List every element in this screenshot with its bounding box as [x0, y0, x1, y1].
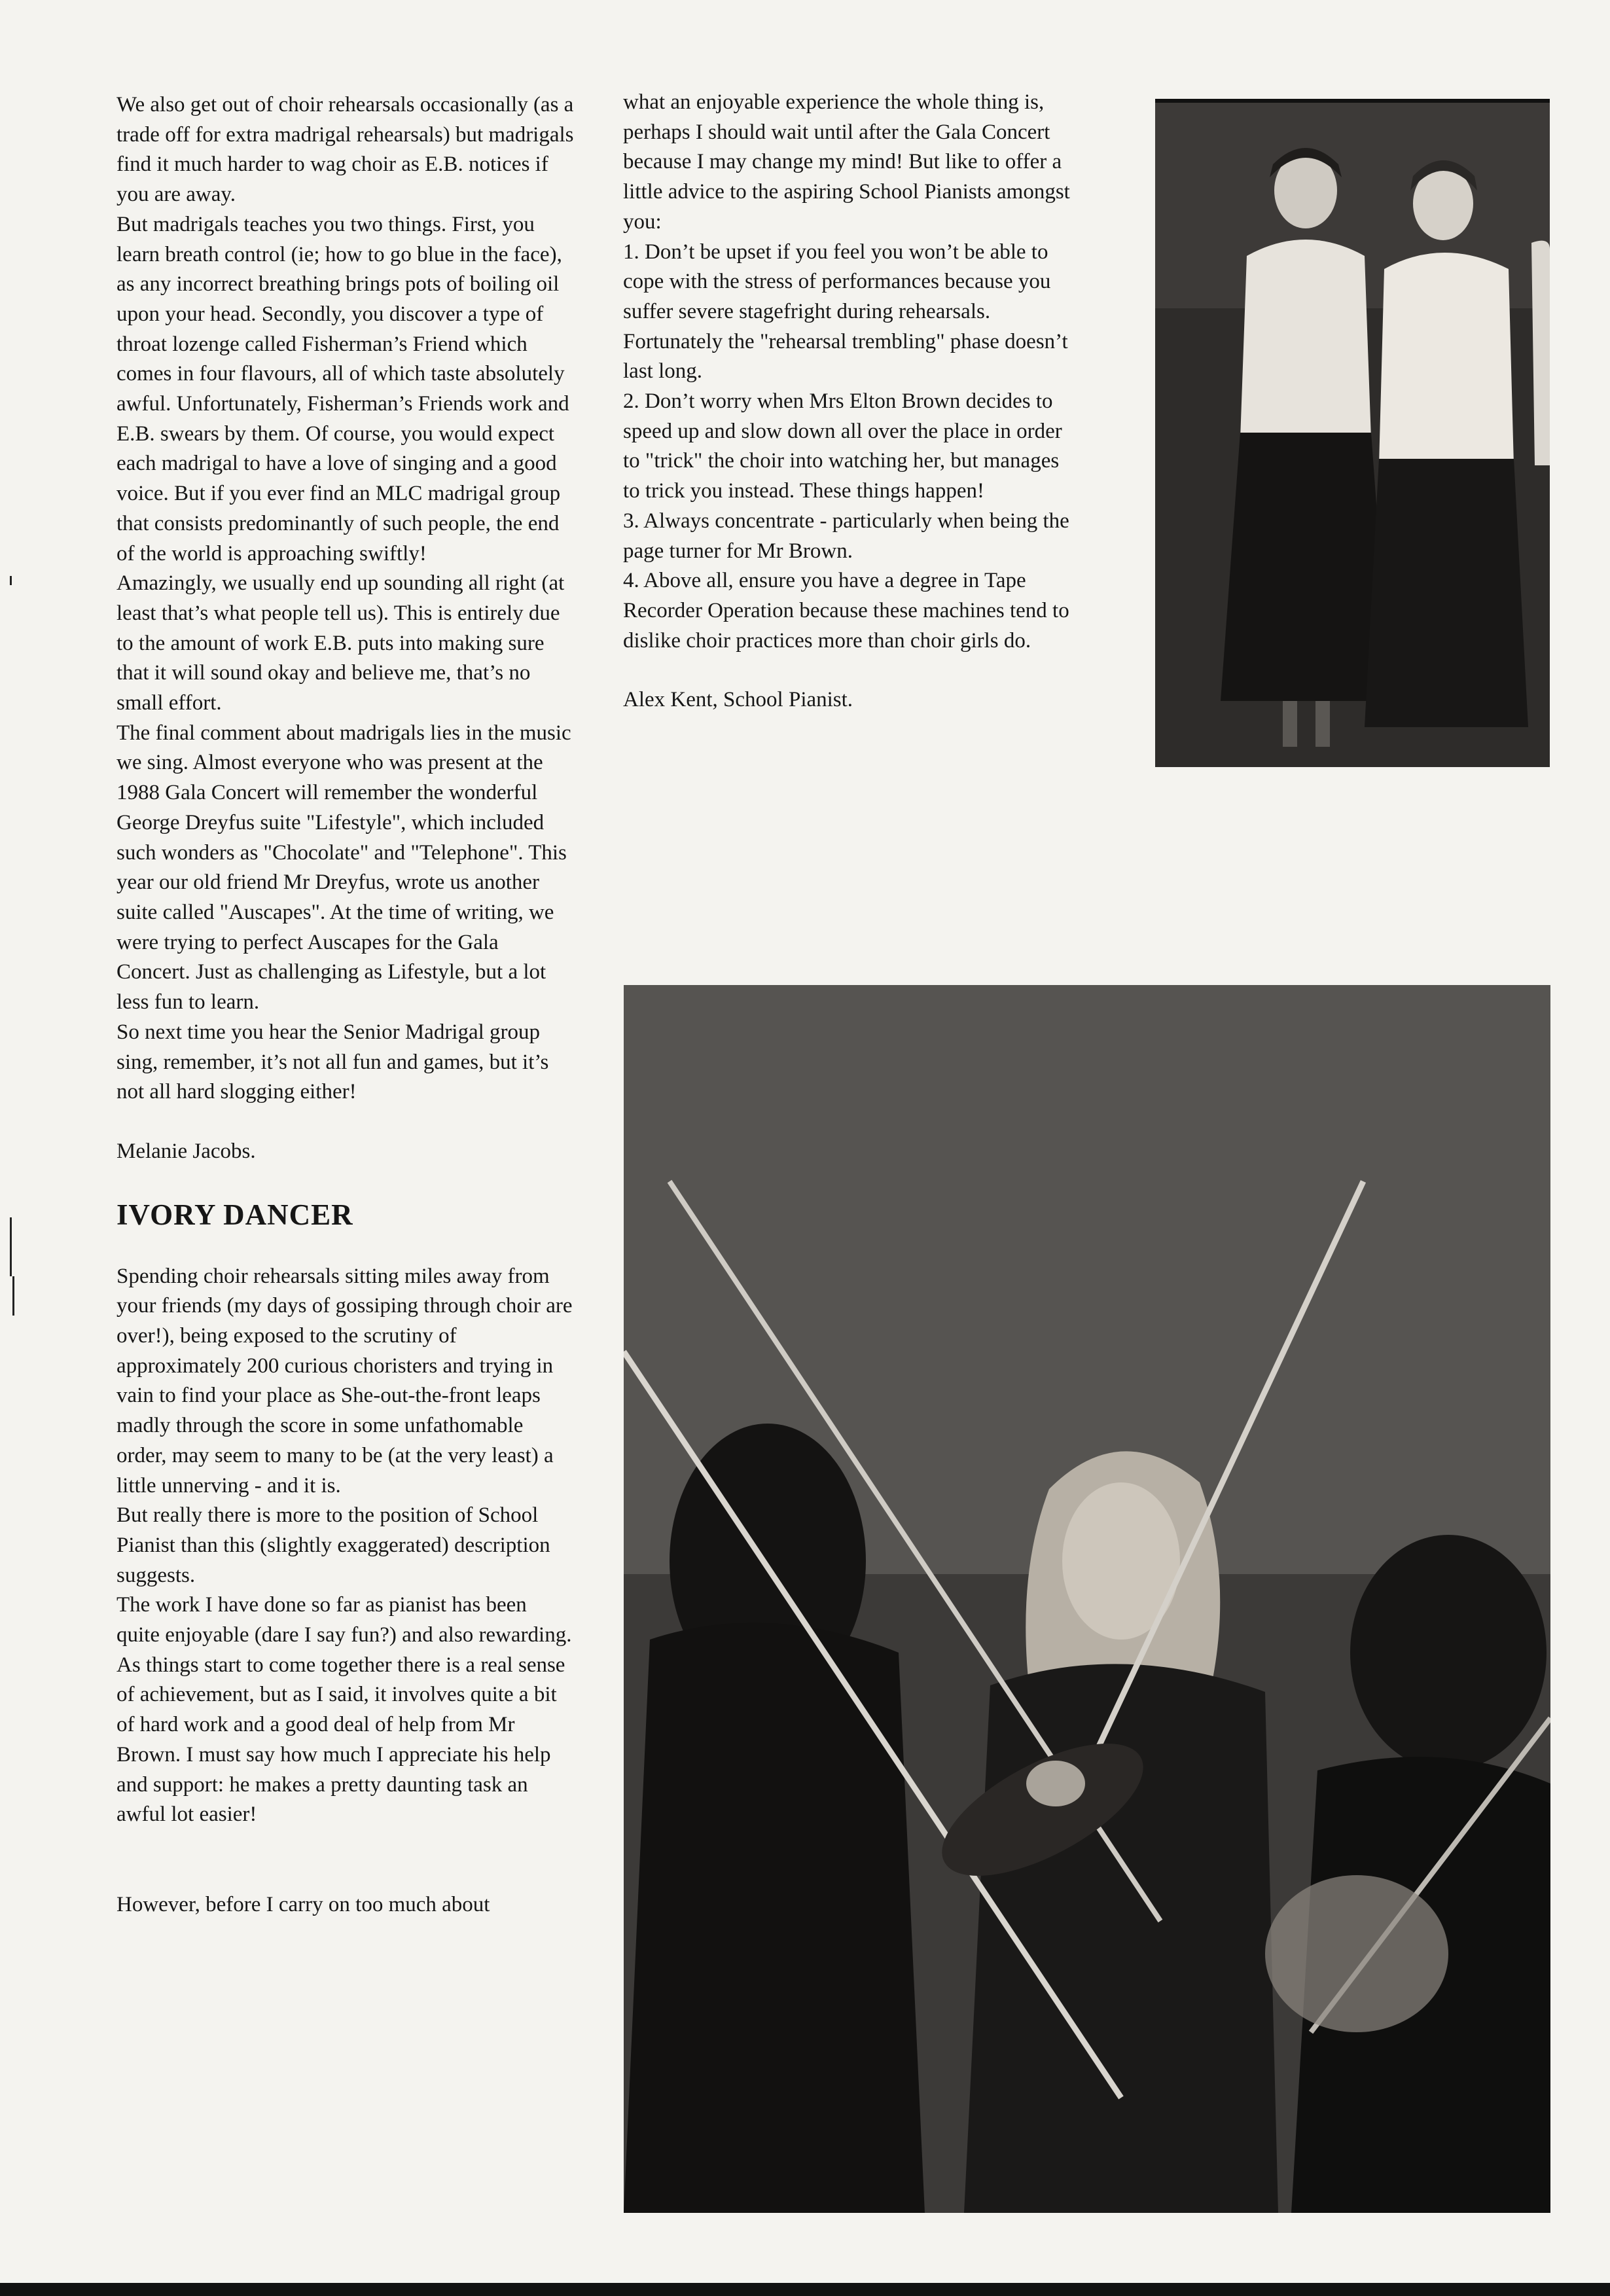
author-signature: Melanie Jacobs.	[116, 1139, 256, 1163]
article-paragraph: We also get out of choir rehearsals occasionally (as a trade off for extra madrigal rehearsals) but madrigals find it much harder to wag choir as E.B. notices if you are away.	[116, 93, 574, 207]
violinist-photo	[624, 985, 1550, 2213]
article-paragraph: So next time you hear the Senior Madrigal group sing, remember, it’s not all fun and games, but it’s not all hard slogging either!	[116, 1020, 549, 1104]
article-paragraph: Amazingly, we usually end up sounding all right (at least that’s what people tell us). This is entirely due to the amount of work E.B. puts into making sure that it will sound okay and believe me, that’s no small effort.	[116, 571, 565, 715]
author-signature: Alex Kent, School Pianist.	[623, 688, 853, 712]
article-paragraph: Spending choir rehearsals sitting miles away from your friends (my days of gossiping through choir are over!), being exposed to the scrutiny of approximately 200 curious choristers and trying in vain to find your place as She-out-the-front leaps madly through the score in some unfathomable order, may seem to many to be (at the very least) a little unnerving - and it is.	[116, 1264, 573, 1498]
article-paragraph: what an enjoyable experience the whole thing is, perhaps I should wait until after the Gala Concert because I may change my mind! But like to offer a little advice to the aspiring School Pianists amongst you:	[623, 90, 1070, 234]
violin-photo-graphic	[624, 985, 1550, 2213]
scan-mark	[10, 576, 12, 585]
left-text-column	[116, 90, 575, 1920]
article-paragraph: The work I have done so far as pianist has been quite enjoyable (dare I say fun?) and also rewarding. As things start to come together there is a real sense of achievement, but as I said, it involves quite a bit of hard work and a good deal of help from Mr Brown. I must say how much I appreciate his help and support: he makes a pretty daunting task an awful lot easier!	[116, 1593, 572, 1827]
choir-singers-photo	[1155, 99, 1550, 767]
advice-tip: 3. Always concentrate - particularly when being the page turner for Mr Brown.	[623, 509, 1069, 563]
middle-text-column	[623, 88, 1081, 715]
scan-mark	[12, 1276, 14, 1316]
advice-tip: 2. Don’t worry when Mrs Elton Brown decides to speed up and slow down all over the place in order to "trick" the choir into watching her, but manages to trick you instead. These things happen!	[623, 389, 1062, 503]
article-paragraph: But really there is more to the position of School Pianist than this (slightly exaggerated) description suggests.	[116, 1503, 550, 1587]
article-paragraph: The final comment about madrigals lies in the music we sing. Almost everyone who was present at the 1988 Gala Concert will remember the wonderful George Dreyfus suite "Lifestyle", which included such wonders as "Chocolate" and "Telephone". This year our old friend Mr Dreyfus, wrote us another suite called "Auscapes". At the time of writing, we were trying to perfect Auscapes for the Gala Concert. Just as challenging as Lifestyle, but a lot less fun to learn.	[116, 721, 571, 1014]
advice-tip: 4. Above all, ensure you have a degree in Tape Recorder Operation because these machines tend to dislike choir practices more than choir girls do.	[623, 569, 1069, 653]
scan-mark	[10, 1217, 12, 1276]
advice-tip: 1. Don’t be upset if you feel you won’t be able to cope with the stress of performances because you suffer severe stagefright during rehearsals. Fortunately the "rehearsal trembling" phase doesn’t last long.	[623, 240, 1068, 384]
page-bottom-edge	[0, 2283, 1610, 2296]
choir-photo-graphic	[1155, 99, 1550, 767]
continued-paragraph: However, before I carry on too much about	[116, 1892, 490, 1916]
section-heading: IVORY DANCER	[116, 1198, 353, 1231]
article-paragraph: But madrigals teaches you two things. First, you learn breath control (ie; how to go blue in the face), as any incorrect breathing brings pots of boiling oil upon your head. Secondly, you discover a type of throat lozenge called Fisherman’s Friend which comes in four flavours, all of which taste absolutely awful. Unfortunately, Fisherman’s Friends work and E.B. swears by them. Of course, you would expect each madrigal to have a love of singing and a good voice. But if you ever find an MLC madrigal group that consists predominantly of such people, the end of the world is approaching swiftly!	[116, 212, 569, 565]
